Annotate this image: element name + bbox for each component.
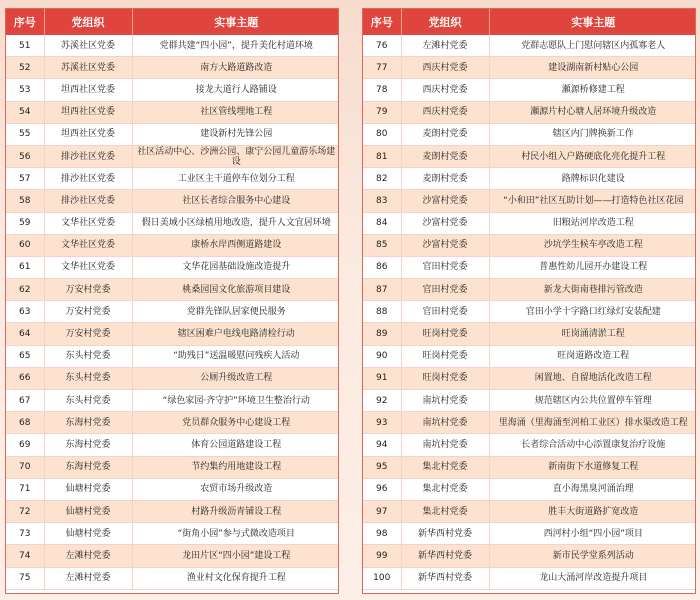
table-row	[363, 434, 696, 456]
right-table-header	[363, 9, 696, 35]
cell-no: 74	[6, 545, 44, 567]
table-row	[6, 123, 339, 145]
table-row	[363, 567, 696, 589]
cell-org: 万安村党委	[44, 323, 132, 345]
cell-org: 官田村党委	[401, 301, 489, 323]
cell-topic: 工业区主干道停车位划分工程	[132, 168, 339, 190]
cell-no: 80	[363, 123, 401, 145]
cell-no: 86	[363, 256, 401, 278]
cell-org: 东海村党委	[44, 434, 132, 456]
cell-topic: 新市民学堂系列活动	[489, 545, 696, 567]
cell-topic: 旺岗涌清淤工程	[489, 323, 696, 345]
cell-no: 58	[6, 190, 44, 212]
table-row	[363, 123, 696, 145]
table-row	[6, 545, 339, 567]
right-table-panel	[362, 8, 696, 594]
cell-org: 东头村党委	[44, 367, 132, 389]
table-row	[6, 301, 339, 323]
cell-org: 麦朗村党委	[401, 123, 489, 145]
table-row	[6, 279, 339, 301]
cell-topic: 普惠性幼儿园开办建设工程	[489, 256, 696, 278]
cell-org: 官田村党委	[401, 279, 489, 301]
table-row	[363, 367, 696, 389]
cell-org: 仙塘村党委	[44, 478, 132, 500]
header-no: 序号	[363, 9, 401, 35]
cell-no: 92	[363, 390, 401, 412]
cell-org: 东海村党委	[44, 412, 132, 434]
table-row	[363, 57, 696, 79]
cell-org: 新华西村党委	[401, 567, 489, 589]
cell-org: 坦西社区党委	[44, 79, 132, 101]
cell-org: 沙富村党委	[401, 234, 489, 256]
cell-no: 89	[363, 323, 401, 345]
cell-topic: 西河村小组“四小园”项目	[489, 523, 696, 545]
cell-no: 53	[6, 79, 44, 101]
cell-topic: 龙田片区“四小园”建设工程	[132, 545, 339, 567]
cell-topic: 沙坑学生候车亭改造工程	[489, 234, 696, 256]
cell-no: 65	[6, 345, 44, 367]
table-row	[363, 35, 696, 57]
table-row	[363, 478, 696, 500]
cell-org: 沙富村党委	[401, 212, 489, 234]
table-row	[6, 35, 339, 57]
cell-org: 沙富村党委	[401, 190, 489, 212]
cell-topic: 直小海黑臭河涌治理	[489, 478, 696, 500]
cell-no: 98	[363, 523, 401, 545]
cell-org: 坦西社区党委	[44, 123, 132, 145]
cell-no: 95	[363, 456, 401, 478]
table-row	[6, 256, 339, 278]
cell-topic: 路牌标识化建设	[489, 168, 696, 190]
cell-no: 67	[6, 390, 44, 412]
table-row	[6, 168, 339, 190]
cell-org: 东头村党委	[44, 390, 132, 412]
table-row	[363, 523, 696, 545]
cell-org: 集北村党委	[401, 456, 489, 478]
cell-topic: 辖区困难户电线电路清检行动	[132, 323, 339, 345]
left-table-body	[6, 35, 339, 589]
table-row	[6, 190, 339, 212]
table-row	[363, 101, 696, 123]
cell-no: 96	[363, 478, 401, 500]
table-row	[6, 500, 339, 522]
header-topic: 实事主题	[489, 9, 696, 35]
table-row	[363, 190, 696, 212]
cell-topic: 社区长者综合服务中心建设	[132, 190, 339, 212]
cell-org: 左滩村党委	[401, 35, 489, 57]
cell-topic: 规范辖区内公共位置停车管理	[489, 390, 696, 412]
cell-no: 97	[363, 500, 401, 522]
cell-no: 59	[6, 212, 44, 234]
table-row	[363, 456, 696, 478]
header-org: 党组织	[401, 9, 489, 35]
cell-topic: 新龙大街南巷排污管改造	[489, 279, 696, 301]
cell-topic: 南方大路道路改造	[132, 57, 339, 79]
cell-no: 77	[363, 57, 401, 79]
cell-org: 西庆村党委	[401, 57, 489, 79]
cell-no: 78	[363, 79, 401, 101]
cell-topic: 社区管线埋地工程	[132, 101, 339, 123]
table-row	[363, 412, 696, 434]
cell-topic: 桃桑园国文化旅游项目建设	[132, 279, 339, 301]
cell-org: 麦朗村党委	[401, 168, 489, 190]
cell-topic: 建设新村先锋公园	[132, 123, 339, 145]
cell-no: 70	[6, 456, 44, 478]
cell-org: 排沙社区党委	[44, 145, 132, 167]
cell-topic: 胜丰大街道路扩宽改造	[489, 500, 696, 522]
table-row	[363, 279, 696, 301]
cell-no: 57	[6, 168, 44, 190]
cell-no: 82	[363, 168, 401, 190]
cell-no: 62	[6, 279, 44, 301]
table-row	[6, 323, 339, 345]
cell-no: 83	[363, 190, 401, 212]
cell-topic: 官田小学十字路口红绿灯安装配建	[489, 301, 696, 323]
cell-no: 100	[363, 567, 401, 589]
cell-org: 左滩村党委	[44, 567, 132, 589]
cell-org: 文华社区党委	[44, 234, 132, 256]
table-row	[363, 212, 696, 234]
header-topic: 实事主题	[132, 9, 339, 35]
cell-org: 左滩村党委	[44, 545, 132, 567]
table-row	[6, 101, 339, 123]
cell-topic: 旺岗道路改造工程	[489, 345, 696, 367]
table-row	[6, 145, 339, 167]
cell-no: 56	[6, 145, 44, 167]
cell-topic: “绿色家园·齐守护”环境卫生整治行动	[132, 390, 339, 412]
table-row	[6, 79, 339, 101]
cell-org: 苏溪社区党委	[44, 35, 132, 57]
cell-no: 90	[363, 345, 401, 367]
header-no: 序号	[6, 9, 44, 35]
table-row	[6, 412, 339, 434]
cell-org: 南坑村党委	[401, 412, 489, 434]
table-row	[363, 345, 696, 367]
cell-no: 88	[363, 301, 401, 323]
cell-org: 坦西社区党委	[44, 101, 132, 123]
table-row	[6, 367, 339, 389]
cell-org: 旺岗村党委	[401, 345, 489, 367]
table-row	[6, 57, 339, 79]
cell-org: 西庆村党委	[401, 79, 489, 101]
cell-no: 91	[363, 367, 401, 389]
cell-no: 75	[6, 567, 44, 589]
cell-topic: 党群先锋队居家便民服务	[132, 301, 339, 323]
cell-topic: 建设湖南新村贴心公园	[489, 57, 696, 79]
cell-topic: 瀬源片村心塘人居环境升级改造	[489, 101, 696, 123]
cell-topic: 村民小组入户路硬底化亮化提升工程	[489, 145, 696, 167]
cell-topic: 公厕升级改造工程	[132, 367, 339, 389]
cell-no: 73	[6, 523, 44, 545]
cell-no: 55	[6, 123, 44, 145]
table-row	[6, 212, 339, 234]
cell-org: 官田村党委	[401, 256, 489, 278]
cell-no: 85	[363, 234, 401, 256]
cell-no: 61	[6, 256, 44, 278]
cell-org: 万安村党委	[44, 301, 132, 323]
cell-no: 71	[6, 478, 44, 500]
cell-org: 仙塘村党委	[44, 523, 132, 545]
cell-org: 东头村党委	[44, 345, 132, 367]
left-table-panel	[5, 8, 339, 594]
cell-no: 99	[363, 545, 401, 567]
table-row	[6, 456, 339, 478]
cell-topic: 康桥水岸西侧道路建设	[132, 234, 339, 256]
cell-topic: 渔业村文化保育提升工程	[132, 567, 339, 589]
cell-topic: “街角小园”参与式微改造项目	[132, 523, 339, 545]
table-row	[6, 234, 339, 256]
table-row	[363, 145, 696, 167]
cell-org: 集北村党委	[401, 500, 489, 522]
table-row	[363, 301, 696, 323]
cell-topic: 接龙大道行人路铺设	[132, 79, 339, 101]
cell-no: 81	[363, 145, 401, 167]
table-row	[6, 434, 339, 456]
cell-no: 69	[6, 434, 44, 456]
cell-no: 72	[6, 500, 44, 522]
table-row	[6, 523, 339, 545]
cell-topic: 党群志愿队上门慰问辖区内孤寡老人	[489, 35, 696, 57]
cell-org: 西庆村党委	[401, 101, 489, 123]
table-row	[363, 390, 696, 412]
cell-org: 文华社区党委	[44, 256, 132, 278]
table-row	[363, 79, 696, 101]
cell-org: 排沙社区党委	[44, 168, 132, 190]
cell-no: 51	[6, 35, 44, 57]
cell-no: 68	[6, 412, 44, 434]
cell-topic: 农贸市场升级改造	[132, 478, 339, 500]
cell-topic: 瀬源桥修建工程	[489, 79, 696, 101]
cell-org: 仙塘村党委	[44, 500, 132, 522]
cell-org: 集北村党委	[401, 478, 489, 500]
cell-no: 84	[363, 212, 401, 234]
cell-no: 63	[6, 301, 44, 323]
table-row	[363, 323, 696, 345]
table-row	[6, 567, 339, 589]
table-row	[363, 256, 696, 278]
cell-no: 93	[363, 412, 401, 434]
cell-no: 76	[363, 35, 401, 57]
cell-no: 54	[6, 101, 44, 123]
header-org: 党组织	[44, 9, 132, 35]
cell-org: 新华西村党委	[401, 545, 489, 567]
cell-no: 60	[6, 234, 44, 256]
cell-org: 南坑村党委	[401, 390, 489, 412]
cell-org: 文华社区党委	[44, 212, 132, 234]
cell-topic: 闲置地、自留地活化改造工程	[489, 367, 696, 389]
cell-topic: 党员群众服务中心建设工程	[132, 412, 339, 434]
cell-topic: 节约集约用地建设工程	[132, 456, 339, 478]
table-row	[363, 168, 696, 190]
cell-org: 南坑村党委	[401, 434, 489, 456]
table-row	[363, 234, 696, 256]
cell-org: 万安村党委	[44, 279, 132, 301]
cell-org: 排沙社区党委	[44, 190, 132, 212]
cell-topic: 辖区内门牌换新工作	[489, 123, 696, 145]
cell-no: 52	[6, 57, 44, 79]
table-row	[363, 500, 696, 522]
cell-topic: “助残日”送温暖慰问残疾人活动	[132, 345, 339, 367]
cell-no: 66	[6, 367, 44, 389]
cell-topic: 里海涌（里海涌至河柏工业区）排水渠改造工程	[489, 412, 696, 434]
left-table-header	[6, 9, 339, 35]
table-row	[363, 545, 696, 567]
cell-topic: 文华花园基础设施改造提升	[132, 256, 339, 278]
cell-no: 94	[363, 434, 401, 456]
cell-org: 新华西村党委	[401, 523, 489, 545]
table-row	[6, 345, 339, 367]
cell-topic: “小和田”社区互助计划——打造特色社区花园	[489, 190, 696, 212]
table-row	[6, 478, 339, 500]
cell-org: 旺岗村党委	[401, 367, 489, 389]
cell-no: 79	[363, 101, 401, 123]
left-table	[6, 9, 339, 590]
cell-org: 麦朗村党委	[401, 145, 489, 167]
cell-topic: 体育公园道路建设工程	[132, 434, 339, 456]
cell-org: 旺岗村党委	[401, 323, 489, 345]
cell-no: 87	[363, 279, 401, 301]
cell-org: 东海村党委	[44, 456, 132, 478]
cell-topic: 社区活动中心、沙洲公园、康宁公园儿童游乐场建设	[132, 145, 339, 167]
right-table	[363, 9, 696, 590]
cell-topic: 旧粮站河岸改造工程	[489, 212, 696, 234]
cell-no: 64	[6, 323, 44, 345]
cell-topic: 党群共建“四小园”，提升美化村道环境	[132, 35, 339, 57]
cell-topic: 村路升级沥青铺设工程	[132, 500, 339, 522]
right-table-body	[363, 35, 696, 589]
cell-org: 苏溪社区党委	[44, 57, 132, 79]
cell-topic: 龙山大涌河岸改造提升项目	[489, 567, 696, 589]
cell-topic: 假日美域小区绿植用地改造，提升人文宜居环境	[132, 212, 339, 234]
cell-topic: 新南街下水道修复工程	[489, 456, 696, 478]
cell-topic: 长者综合活动中心添置康复治疗设施	[489, 434, 696, 456]
table-row	[6, 390, 339, 412]
